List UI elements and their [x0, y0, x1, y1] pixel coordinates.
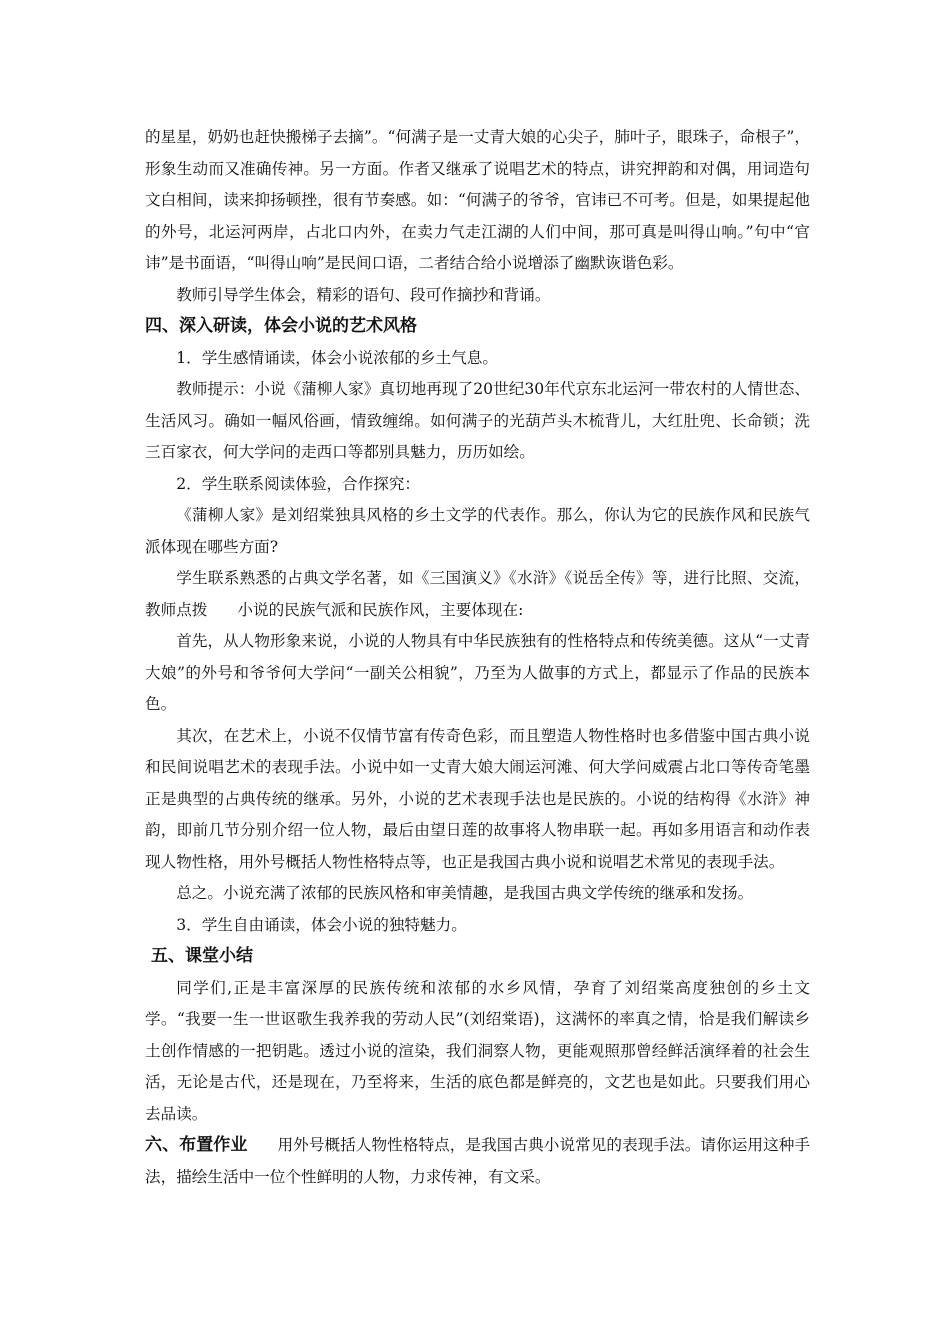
section5-heading: 五、课堂小结 [151, 946, 253, 966]
section4-heading: 四、深入研读，体会小说的艺术风格 [145, 316, 417, 336]
teacher-guide-paragraph: 教师引导学生体会，精彩的语句、段可作摘抄和背诵。 [176, 285, 551, 304]
document-body [145, 122, 810, 1193]
section5-text: 同学们,正是丰富深厚的民族传统和浓郁的水乡风情，孕育了刘绍棠高度独创的乡土文学。“我要一生一世讴歌生我养我的劳动人民”(刘绍棠语)，这满怀的率真之情，恰是我们解读乡土创作情感的一把钥匙。透过小说的渲染，我们洞察人物，更能观照那曾经鲜活演绎着的社会生活，无论是古代，还是现在，乃至将来，生活的底色都是鲜亮的，文艺也是如此。只要我们用心去品读。 [145, 978, 810, 1123]
section4-first-paragraph: 首先，从人物形象来说，小说的人物具有中华民族独有的性格特点和传统美德。这从“一丈青大娘”的外号和爷爷何大学问“一副关公相貌”，乃至为人做事的方式上，都显示了作品的民族本色。 [145, 632, 810, 713]
section4-item3: 3．学生自由诵读，体会小说的独特魅力。 [176, 915, 467, 934]
intro-paragraph: 的星星，奶奶也赶快搬梯子去摘”。“何满子是一丈青大娘的心尖子，肺叶子，眼珠子，命根子”，形象生动而又准确传神。另一方面。作者又继承了说唱艺术的特点，讲究押韵和对偶，用词造句文白相间，读来抑扬顿挫，很有节奏感。如：“何满子的爷爷，官讳已不可考。但是，如果提起他的外号，北运河两岸，占北口内外，在卖力气走江湖的人们中间，那可真是叫得山响。”句中“官讳”是书面语，“叫得山响”是民间口语，二者结合给小说增添了幽默诙谐色彩。 [145, 128, 810, 272]
section4-summary: 总之。小说充满了浓郁的民族风格和审美情趣，是我国古典文学传统的继承和发扬。 [176, 884, 754, 902]
section4-item1-tip: 教师提示：小说《蒲柳人家》真切地再现了20世纪30年代京东北运河一带农村的人情世态、生活风习。确如一幅风俗画，情致缠绵。如何满子的光葫芦头木梳背儿，大红肚兜、长命锁；洗三百家衣，何大学问的走西口等都别具魅力，历历如绘。 [145, 380, 810, 461]
section4-item2-question: 《蒲柳人家》是刘绍棠独具风格的乡土文学的代表作。那么，你认为它的民族作风和民族气派体现在哪些方面? [145, 506, 810, 556]
section6-heading: 六、布置作业 [145, 1135, 248, 1155]
section4-item2-discussion [145, 563, 810, 626]
section6-text: 用外号概括人物性格特点，是我国古典小说常见的表现手法。请你运用这种手法，描绘生活中一位个性鲜明的人物，力求传神，有文采。 [145, 1136, 810, 1186]
section4-item2: 2．学生联系阅读体验，合作探究： [176, 474, 421, 493]
section4-item1: 1．学生感情诵读，体会小说浓郁的乡土气息。 [176, 348, 498, 367]
discussion-part-a: 学生联系熟悉的占典文学名著，如《三国演义》《水浒》《说岳全传》等，进行比照、交流，教师点拨 [145, 569, 810, 619]
section6-paragraph [145, 1130, 810, 1193]
discussion-part-b: 小说的民族气派和民族作风，主要体现在: [237, 600, 524, 619]
section4-second-paragraph: 其次，在艺术上，小说不仅情节富有传奇色彩，而且塑造人物性格时也多借鉴中国古典小说和民间说唱艺术的表现手法。小说中如一丈青大娘大闹运河滩、何大学问威震占北口等传奇笔墨正是典型的占典传统的继承。另外，小说的艺术表现手法也是民族的。小说的结构得《水浒》神韵，即前几节分别介绍一位人物，最后由望日莲的故事将人物串联一起。再如多用语言和动作表现人物性格，用外号概括人物性格特点等，也正是我国古典小说和说唱艺术常见的表现手法。 [145, 726, 810, 871]
